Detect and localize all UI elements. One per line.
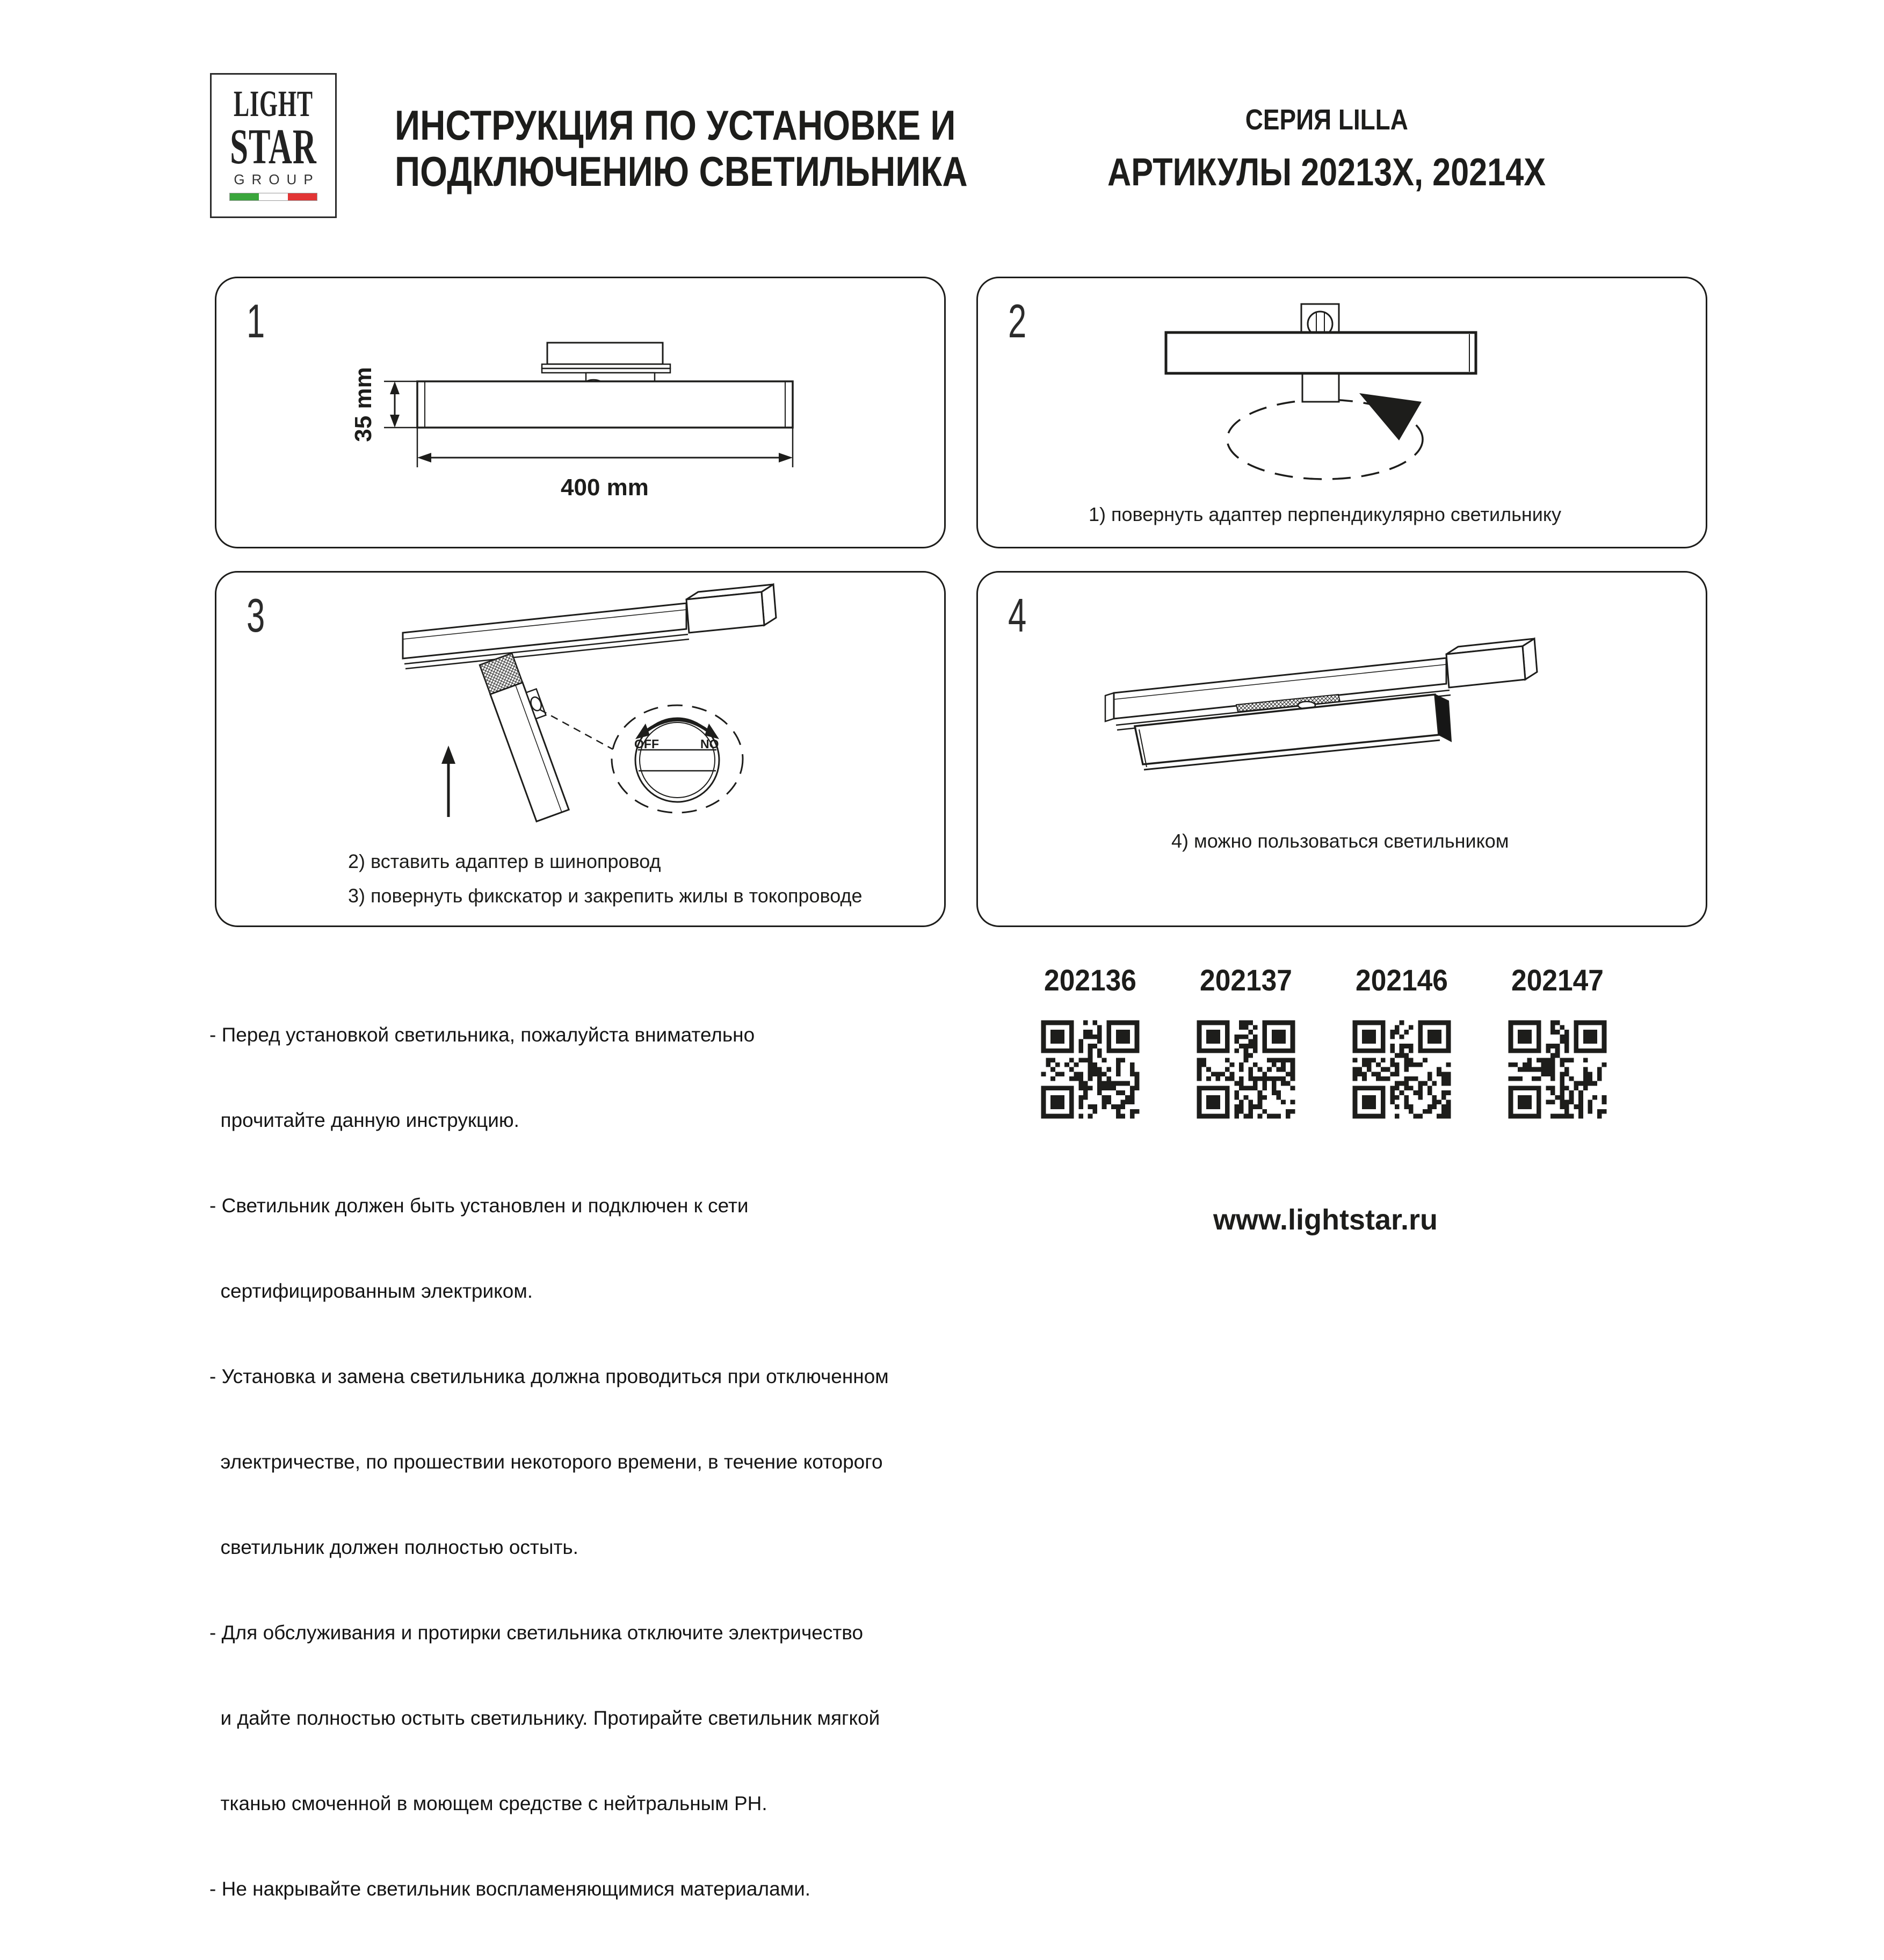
warning-line: светильник должен полностью остыть. [209, 1536, 578, 1558]
rotation-arrow-icon [1359, 393, 1422, 440]
warning-line: сертифицированным электриком. [209, 1280, 533, 1302]
qr-item [1189, 963, 1303, 1123]
articles-label: АРТИКУЛЫ 20213X, 20214X [1107, 151, 1546, 194]
page-title [395, 102, 968, 194]
article-number: 202137 [1200, 963, 1292, 997]
warning-line: электричестве, по прошествии некоторого времени, в течение которого [209, 1451, 883, 1473]
dimension-length [417, 428, 793, 501]
warning-line: - Не накрывайте светильник воспламеняющимися материалами. [209, 1878, 811, 1900]
logo-word-light: LIGHT [233, 83, 314, 124]
page-title-line2: ПОДКЛЮЧЕНИЮ СВЕТИЛЬНИКА [395, 148, 968, 195]
track-drawing [403, 584, 776, 669]
lightstar-logo [210, 73, 337, 218]
adapter-rotation-drawing [978, 278, 1706, 547]
step-panel-2 [976, 277, 1707, 548]
step-number: 4 [1008, 589, 1027, 642]
series-label: СЕРИЯ LILLA [1245, 104, 1408, 136]
dial-off-label: OFF [634, 737, 659, 751]
warning-line: - Для обслуживания и протирки светильника отключите электричество [209, 1622, 864, 1644]
step3-caption-line2: 3) повернуть фикскатор и закрепить жилы в токопроводе [348, 885, 863, 907]
step3-caption-line1: 2) вставить адаптер в шинопровод [348, 850, 661, 872]
step4-caption: 4) можно пользоваться светильником [1171, 830, 1509, 852]
insert-adapter-drawing [216, 573, 944, 925]
step2-caption: 1) повернуть адаптер перпендикулярно светильнику [1089, 503, 1561, 525]
italian-flag-icon [229, 193, 317, 201]
dial-on-label: NO [700, 737, 719, 751]
article-number: 202146 [1356, 963, 1448, 997]
safety-warnings [209, 964, 889, 1960]
flag-red-segment [288, 193, 317, 200]
lock-dial-detail [612, 705, 743, 813]
warning-line: прочитайте данную инструкцию. [209, 1109, 519, 1131]
luminaire-side-view [417, 343, 793, 428]
dimension-height [350, 367, 417, 442]
article-number: 202147 [1511, 963, 1604, 997]
warning-line: и дайте полностью остыть светильнику. Протирайте светильник мягкой [209, 1707, 880, 1729]
logo-word-star: STAR [230, 119, 317, 175]
qr-item [1501, 963, 1614, 1123]
step-panel-1 [215, 277, 946, 548]
step-number: 1 [247, 294, 265, 348]
warning-line: - Светильник должен быть установлен и подключен к сети [209, 1195, 749, 1217]
mounted-luminaire-drawing [978, 573, 1706, 925]
qr-code [1348, 1016, 1455, 1123]
qr-code [1192, 1016, 1300, 1123]
flag-green-segment [230, 193, 259, 200]
flag-white-segment [259, 193, 288, 200]
warning-line: - Перед установкой светильника, пожалуйста внимательно [209, 1024, 755, 1046]
qr-code [1037, 1016, 1144, 1123]
step-number: 3 [247, 589, 265, 642]
detail-leader-line [540, 710, 614, 750]
page-title-line1: ИНСТРУКЦИЯ ПО УСТАНОВКЕ И [395, 102, 956, 149]
qr-item [1345, 963, 1459, 1123]
luminaire-dimensions-drawing [216, 278, 944, 547]
dim-height-label: 35 mm [350, 367, 376, 442]
website-url: www.lightstar.ru [1213, 1204, 1438, 1236]
step-panel-3 [215, 571, 946, 927]
series-block [1031, 103, 1622, 194]
luminaire-with-adapter [480, 649, 579, 821]
step-panel-4 [976, 571, 1707, 927]
dim-length-label: 400 mm [561, 474, 649, 501]
article-number: 202136 [1044, 963, 1136, 997]
insert-arrow-icon [441, 746, 455, 817]
warning-line: тканью смоченной в моющем средстве с нейтральным PH. [209, 1792, 767, 1814]
step-number: 2 [1008, 294, 1027, 348]
warning-line: - Установка и замена светильника должна проводиться при отключенном [209, 1365, 889, 1387]
logo-word-group: GROUP [234, 171, 320, 187]
qr-item [1033, 963, 1147, 1123]
qr-code [1504, 1016, 1611, 1123]
luminaire-top-view [1166, 304, 1476, 479]
